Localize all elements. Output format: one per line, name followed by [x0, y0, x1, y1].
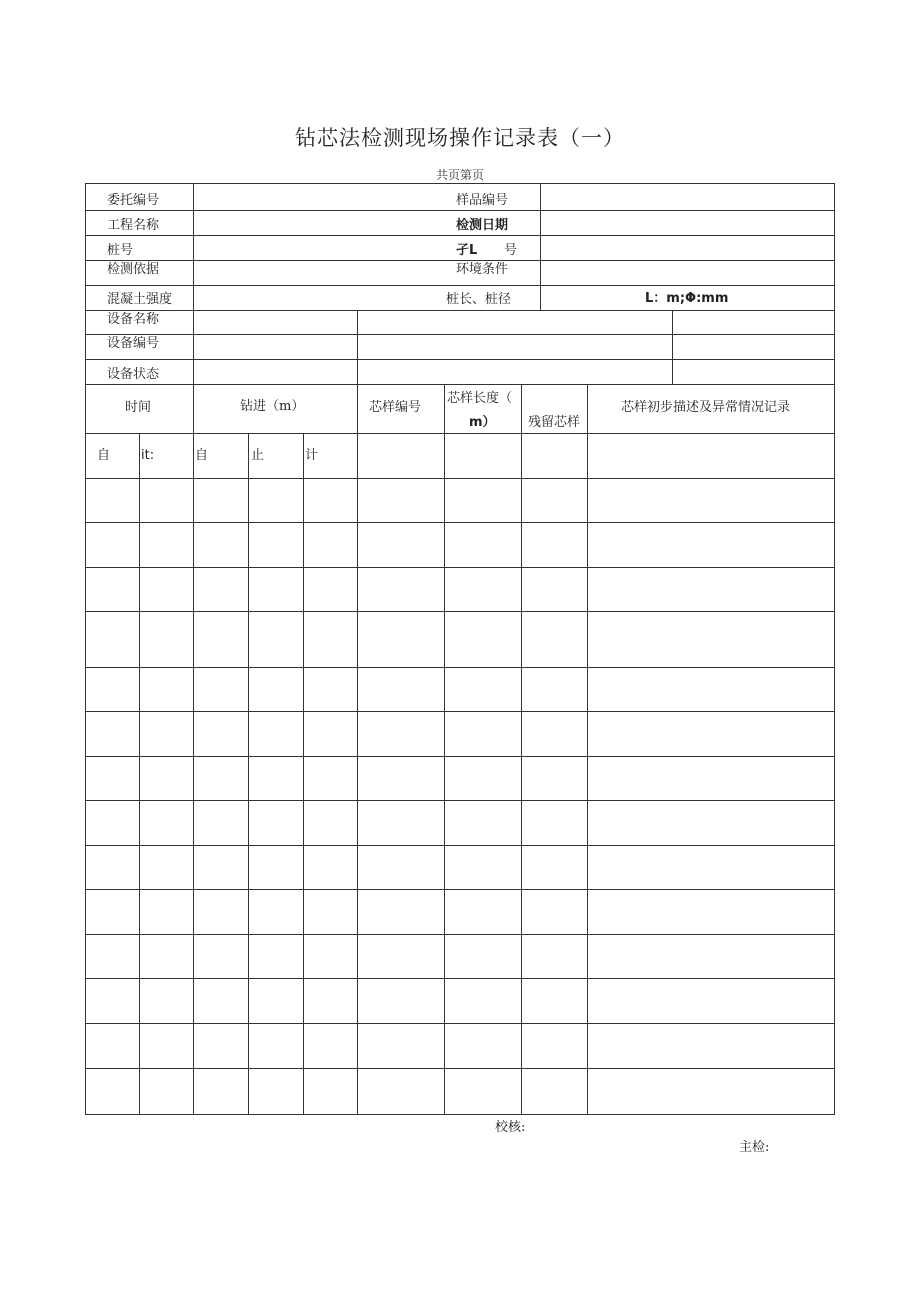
reviewer-label: 校核:: [495, 1120, 526, 1135]
equipment-id-field[interactable]: [194, 335, 357, 359]
hole-no-text: 孑L: [456, 243, 478, 258]
project-name-label: 工程名称: [107, 218, 160, 233]
subheader-to-time: it:: [141, 448, 155, 463]
pile-no-label: 桩号: [107, 243, 134, 258]
header-time: 时间: [125, 400, 152, 415]
commission-no-field[interactable]: [194, 184, 540, 210]
header-residual-core: 残留芯样: [528, 415, 581, 430]
header-drill: 钻进（m）: [240, 399, 305, 414]
record-table: [85, 183, 835, 1115]
test-date-label: 检测日期: [456, 218, 509, 233]
equipment-name-label: 设备名称: [107, 312, 160, 327]
header-description: 芯样初步描述及异常情况记录: [621, 400, 791, 415]
env-conditions-field[interactable]: [541, 261, 834, 285]
concrete-strength-label: 混凝土强度: [107, 292, 173, 307]
sample-no-label: 样品编号: [456, 193, 509, 208]
pile-length-diameter-label: 桩长、桩径: [446, 292, 512, 307]
header-core-id: 芯样编号: [369, 400, 422, 415]
sample-no-field[interactable]: [541, 184, 834, 210]
hole-no-label-b: 号: [504, 243, 518, 258]
test-date-field[interactable]: [541, 211, 834, 235]
equipment-name-field[interactable]: [194, 311, 357, 334]
subheader-total: 计: [305, 448, 319, 463]
equipment-state-field[interactable]: [194, 360, 357, 384]
header-core-length-b: m）: [469, 415, 496, 430]
env-conditions-label: 环境条件: [456, 262, 509, 277]
equipment-state-label: 设备状态: [107, 367, 160, 382]
subheader-from-depth: 自: [195, 448, 209, 463]
commission-no-label: 委托编号: [107, 193, 160, 208]
equipment-id-label: 设备编号: [107, 336, 160, 351]
page-title: 钻芯法检测现场操作记录表（一）: [295, 126, 625, 150]
pile-length-diameter-value: L：m;Φ:mm: [645, 291, 729, 306]
pile-no-field[interactable]: [194, 236, 540, 260]
page-info: 共页第页: [435, 168, 484, 182]
test-basis-label: 检测依据: [107, 262, 160, 277]
project-name-field[interactable]: [194, 211, 540, 235]
inspector-label: 主检:: [739, 1140, 770, 1155]
subheader-to-depth: 止: [251, 448, 265, 463]
concrete-strength-field[interactable]: [194, 286, 540, 310]
test-basis-field[interactable]: [194, 261, 540, 285]
subheader-from-time: 自: [97, 448, 111, 463]
hole-no-field[interactable]: [541, 236, 834, 260]
header-core-length-a: 芯样长度（: [447, 391, 513, 406]
